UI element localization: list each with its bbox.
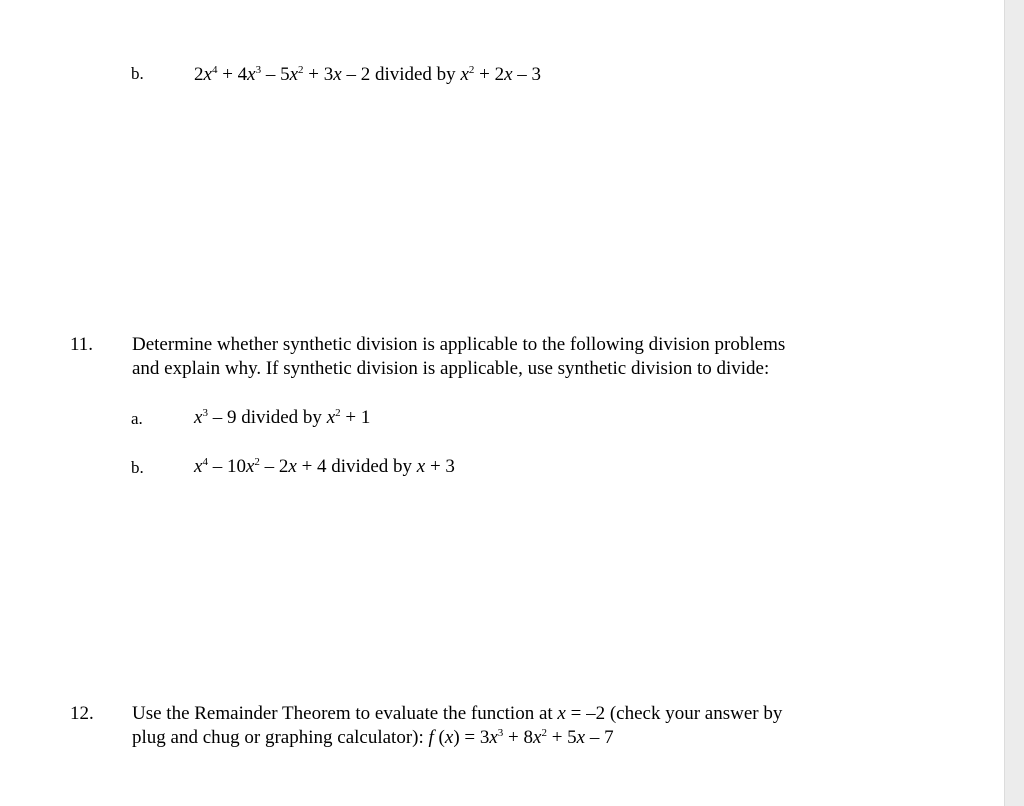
p12-text-line-2: plug and chug or graphing calculator): f $(x) = 3x^3 + 8x^2 + 5x - 7$ bbox=[132, 727, 614, 748]
vertical-scrollbar[interactable] bbox=[1004, 0, 1024, 806]
p11-part-a-expression: $x^3 - 9$ divided by $x^2 + 1$ bbox=[194, 407, 371, 428]
p10-part-b-expression: $2x^4 + 4x^3 - 5x^2 + 3x - 2$ divided by $x^2 + 2x - 3$ bbox=[194, 64, 542, 85]
p11-part-b-expression: $x^4 - 10x^2 - 2x + 4$ divided by x + 3 bbox=[194, 456, 455, 477]
p11-text-line-1: Determine whether synthetic division is applicable to the following division problems bbox=[132, 334, 786, 355]
p12-number: 12. bbox=[70, 703, 94, 724]
p11-part-a-label: a. bbox=[131, 409, 143, 428]
p11-part-b-label: b. bbox=[131, 458, 144, 477]
p10-part-b-label: b. bbox=[131, 64, 144, 83]
p11-text-line-2: and explain why. If synthetic division is applicable, use synthetic division to divide: bbox=[132, 358, 770, 379]
p11-number: 11. bbox=[70, 334, 94, 355]
p12-text-line-1: Use the Remainder Theorem to evaluate the function at x = –2 (check your answer by bbox=[132, 703, 783, 724]
